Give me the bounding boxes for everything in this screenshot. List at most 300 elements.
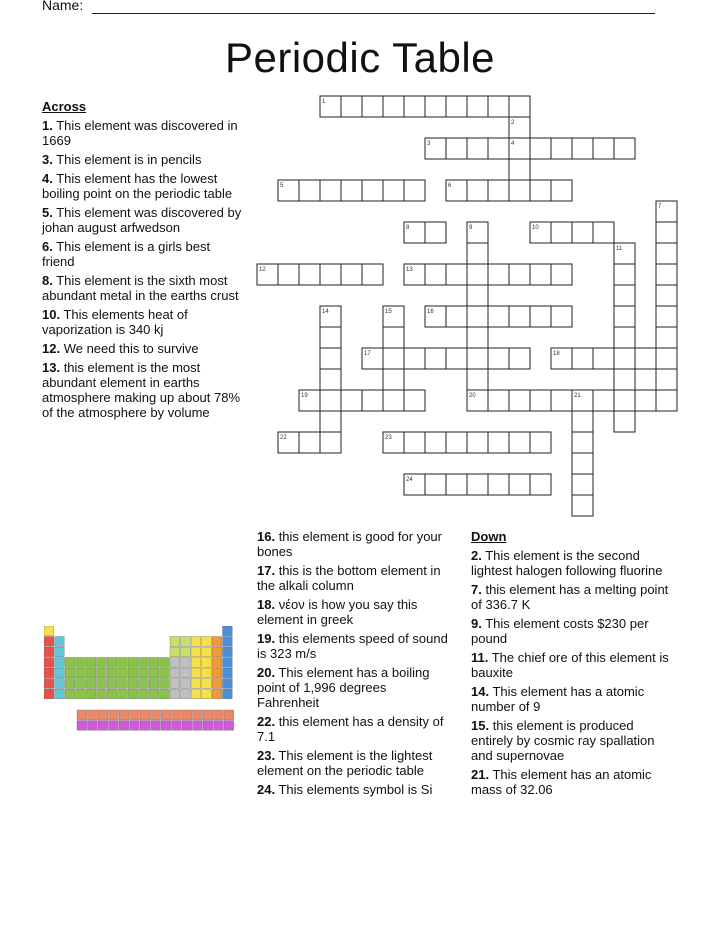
clue-item [257, 665, 452, 710]
grid-cell[interactable] [467, 432, 488, 453]
grid-cell[interactable] [530, 390, 551, 411]
grid-cell[interactable] [467, 285, 488, 306]
element-cell [223, 637, 233, 647]
element-cell [160, 689, 170, 699]
clue-item [257, 563, 452, 593]
actinide-cell [109, 721, 119, 731]
clue-text: This element has an atomic mass of 32.06 [471, 767, 652, 797]
element-cell [170, 668, 180, 678]
element-cell [181, 689, 191, 699]
clue-text: This element was discovered in 1669 [42, 118, 238, 148]
element-cell [44, 679, 54, 689]
element-cell [223, 647, 233, 657]
grid-cell[interactable] [572, 432, 593, 453]
grid-clue-number: 15 [385, 309, 392, 315]
clue-number: 8. [42, 273, 53, 288]
grid-cell[interactable] [341, 180, 362, 201]
clue-text: This element is the lightest element on the periodic table [257, 748, 433, 778]
element-cell [139, 658, 149, 668]
grid-cell[interactable] [341, 390, 362, 411]
grid-cell[interactable] [488, 180, 509, 201]
grid-cell[interactable] [299, 432, 320, 453]
grid-cell[interactable] [467, 138, 488, 159]
clue-item [257, 597, 452, 627]
element-cell [55, 668, 65, 678]
grid-cell[interactable] [467, 243, 488, 264]
grid-clue-number: 16 [427, 309, 434, 315]
clue-number: 20. [257, 665, 276, 680]
clue-text: this element is good for your bones [257, 529, 442, 559]
element-cell [202, 658, 212, 668]
clue-text: This element is in pencils [52, 152, 202, 167]
clue-item [257, 782, 452, 797]
grid-cell[interactable] [467, 474, 488, 495]
clue-item [471, 582, 671, 612]
grid-cell[interactable] [446, 306, 467, 327]
grid-clue-number: 4 [511, 141, 515, 147]
grid-cell[interactable] [425, 96, 446, 117]
clue-number: 4. [42, 171, 53, 186]
clue-item [42, 360, 242, 420]
element-cell [65, 679, 75, 689]
grid-cell[interactable] [614, 138, 635, 159]
grid-cell[interactable] [572, 453, 593, 474]
element-cell [55, 689, 65, 699]
element-cell [128, 658, 138, 668]
name-label: Name: [42, 0, 84, 13]
clue-item [42, 118, 242, 148]
grid-cell[interactable] [467, 369, 488, 390]
grid-cell[interactable] [320, 348, 341, 369]
grid-cell[interactable] [656, 327, 677, 348]
element-cell [97, 689, 107, 699]
element-cell [181, 679, 191, 689]
element-cell [139, 679, 149, 689]
grid-cell[interactable] [320, 432, 341, 453]
grid-cell[interactable] [530, 306, 551, 327]
grid-clue-number: 10 [532, 225, 539, 231]
grid-cell[interactable] [593, 348, 614, 369]
element-cell [191, 658, 201, 668]
grid-clue-number: 5 [280, 183, 284, 189]
element-cell [170, 637, 180, 647]
clue-item [42, 239, 242, 269]
clue-text: This element is the sixth most abundant metal in the earths crust [42, 273, 239, 303]
element-cell [44, 658, 54, 668]
grid-cell[interactable] [572, 348, 593, 369]
clue-item [471, 684, 671, 714]
lanthanide-cell [130, 710, 140, 720]
element-cell [191, 668, 201, 678]
grid-cell[interactable] [614, 264, 635, 285]
grid-cell[interactable] [488, 264, 509, 285]
grid-cell[interactable] [383, 390, 404, 411]
element-cell [223, 679, 233, 689]
element-cell [76, 658, 86, 668]
grid-cell[interactable] [467, 264, 488, 285]
element-cell [160, 679, 170, 689]
grid-cell[interactable] [593, 390, 614, 411]
element-cell [212, 647, 222, 657]
grid-cell[interactable] [404, 96, 425, 117]
element-cell [118, 679, 128, 689]
clue-item [42, 152, 242, 167]
element-cell [65, 658, 75, 668]
grid-cell[interactable] [446, 96, 467, 117]
grid-cell[interactable] [488, 96, 509, 117]
grid-cell[interactable] [614, 285, 635, 306]
grid-cell[interactable] [467, 306, 488, 327]
grid-cell[interactable] [425, 432, 446, 453]
element-cell [202, 679, 212, 689]
grid-cell[interactable] [635, 390, 656, 411]
element-cell [86, 658, 96, 668]
element-cell [76, 668, 86, 678]
grid-cell[interactable] [614, 348, 635, 369]
clue-number: 11. [471, 650, 489, 665]
grid-cell[interactable] [488, 348, 509, 369]
actinide-cell [119, 721, 129, 731]
element-cell [76, 689, 86, 699]
clue-item [471, 650, 671, 680]
grid-clue-number: 9 [469, 225, 473, 231]
grid-cell[interactable] [530, 138, 551, 159]
element-cell [223, 658, 233, 668]
grid-cell[interactable] [530, 432, 551, 453]
element-cell [86, 679, 96, 689]
clue-number: 3. [42, 152, 53, 167]
grid-cell[interactable] [572, 495, 593, 516]
clue-number: 13. [42, 360, 61, 375]
clue-item [257, 529, 452, 559]
grid-cell[interactable] [656, 285, 677, 306]
grid-cell[interactable] [572, 474, 593, 495]
element-cell [223, 626, 233, 636]
clue-item [42, 171, 242, 201]
clue-text: This element is the second lightest halogen following fluorine [471, 548, 663, 578]
grid-cell[interactable] [551, 264, 572, 285]
clue-number: 21. [471, 767, 490, 782]
element-cell [76, 679, 86, 689]
grid-cell[interactable] [551, 138, 572, 159]
element-cell [107, 658, 117, 668]
grid-clue-number: 20 [469, 393, 476, 399]
grid-clue-number: 21 [574, 393, 581, 399]
grid-cell[interactable] [551, 180, 572, 201]
element-cell [118, 668, 128, 678]
grid-clue-number: 11 [616, 246, 623, 252]
grid-cell[interactable] [530, 474, 551, 495]
clue-number: 1. [42, 118, 53, 133]
grid-cell[interactable] [509, 159, 530, 180]
grid-cell[interactable] [404, 432, 425, 453]
element-cell [55, 658, 65, 668]
element-cell [149, 658, 159, 668]
grid-clue-number: 17 [364, 351, 371, 357]
element-cell [149, 679, 159, 689]
grid-cell[interactable] [362, 390, 383, 411]
grid-cell[interactable] [341, 264, 362, 285]
element-cell [202, 637, 212, 647]
element-cell [65, 668, 75, 678]
grid-cell[interactable] [551, 222, 572, 243]
clue-text: We need this to survive [60, 341, 199, 356]
element-cell [86, 689, 96, 699]
clue-item [42, 273, 242, 303]
actinide-cell [88, 721, 98, 731]
clue-number: 14. [471, 684, 490, 699]
grid-clue-number: 12 [259, 267, 266, 273]
lanthanide-cell [203, 710, 213, 720]
lanthanide-cell [193, 710, 203, 720]
clue-text: this elements speed of sound is 323 m/s [257, 631, 448, 661]
grid-cell[interactable] [467, 96, 488, 117]
element-cell [55, 637, 65, 647]
element-cell [202, 668, 212, 678]
clue-number: 23. [257, 748, 276, 763]
element-cell [181, 637, 191, 647]
actinide-cell [130, 721, 140, 731]
grid-cell[interactable] [509, 348, 530, 369]
grid-cell[interactable] [509, 432, 530, 453]
grid-clue-number: 7 [658, 204, 662, 210]
clue-text: The chief ore of this element is bauxite [471, 650, 669, 680]
element-cell [181, 658, 191, 668]
grid-cell[interactable] [488, 138, 509, 159]
grid-cell[interactable] [467, 327, 488, 348]
lanthanide-cell [98, 710, 108, 720]
grid-clue-number: 2 [511, 120, 515, 126]
grid-cell[interactable] [320, 369, 341, 390]
grid-clue-number: 14 [322, 309, 329, 315]
clue-text: This element costs $230 per pound [471, 616, 649, 646]
grid-cell[interactable] [656, 348, 677, 369]
grid-cell[interactable] [446, 474, 467, 495]
clue-text: this element has a density of 7.1 [257, 714, 444, 744]
clue-number: 7. [471, 582, 482, 597]
grid-cell[interactable] [614, 306, 635, 327]
clue-number: 12. [42, 341, 61, 356]
grid-clue-number: 3 [427, 141, 431, 147]
lanthanide-cell [88, 710, 98, 720]
element-cell [44, 626, 54, 636]
clue-text: This element has a boiling point of 1,996 degrees Fahrenheit [257, 665, 430, 710]
lanthanide-cell [214, 710, 224, 720]
grid-cell[interactable] [656, 243, 677, 264]
periodic-table-graphic [44, 626, 244, 736]
grid-cell[interactable] [383, 369, 404, 390]
element-cell [139, 668, 149, 678]
element-cell [139, 689, 149, 699]
lanthanide-cell [119, 710, 129, 720]
grid-cell[interactable] [404, 180, 425, 201]
grid-cell[interactable] [656, 369, 677, 390]
grid-cell[interactable] [383, 96, 404, 117]
actinide-cell [172, 721, 182, 731]
grid-cell[interactable] [446, 138, 467, 159]
grid-cell[interactable] [509, 390, 530, 411]
grid-cell[interactable] [299, 264, 320, 285]
clue-text: νέον is how you say this element in greek [257, 597, 418, 627]
grid-cell[interactable] [362, 96, 383, 117]
grid-cell[interactable] [383, 348, 404, 369]
element-cell [107, 689, 117, 699]
actinide-cell [77, 721, 87, 731]
grid-cell[interactable] [278, 264, 299, 285]
grid-cell[interactable] [551, 306, 572, 327]
lanthanide-cell [172, 710, 182, 720]
grid-cell[interactable] [383, 327, 404, 348]
clue-text: this element has a melting point of 336.7 K [471, 582, 669, 612]
clue-item [42, 307, 242, 337]
grid-cell[interactable] [320, 264, 341, 285]
clue-number: 22. [257, 714, 276, 729]
grid-cell[interactable] [320, 327, 341, 348]
clue-text: this element is produced entirely by cosmic ray spallation and supernovae [471, 718, 655, 763]
clue-text: This elements heat of vaporization is 340 kj [42, 307, 188, 337]
element-cell [97, 679, 107, 689]
grid-cell[interactable] [509, 306, 530, 327]
element-cell [223, 689, 233, 699]
grid-cell[interactable] [425, 474, 446, 495]
clue-item [471, 548, 671, 578]
grid-cell[interactable] [362, 264, 383, 285]
grid-cell[interactable] [551, 390, 572, 411]
grid-cell[interactable] [635, 348, 656, 369]
grid-cell[interactable] [656, 222, 677, 243]
grid-cell[interactable] [530, 264, 551, 285]
lanthanide-cell [182, 710, 192, 720]
grid-cell[interactable] [614, 411, 635, 432]
element-cell [202, 689, 212, 699]
grid-cell[interactable] [614, 369, 635, 390]
element-cell [181, 668, 191, 678]
grid-cell[interactable] [509, 474, 530, 495]
element-cell [160, 668, 170, 678]
element-cell [128, 689, 138, 699]
grid-cell[interactable] [614, 390, 635, 411]
lanthanide-cell [77, 710, 87, 720]
grid-cell[interactable] [404, 348, 425, 369]
element-cell [170, 647, 180, 657]
grid-cell[interactable] [467, 180, 488, 201]
grid-clue-number: 22 [280, 435, 287, 441]
element-cell [212, 668, 222, 678]
grid-cell[interactable] [446, 432, 467, 453]
grid-cell[interactable] [320, 390, 341, 411]
grid-cell[interactable] [572, 411, 593, 432]
grid-cell[interactable] [614, 327, 635, 348]
clue-number: 9. [471, 616, 482, 631]
grid-cell[interactable] [425, 222, 446, 243]
clue-item [257, 631, 452, 661]
grid-cell[interactable] [320, 180, 341, 201]
element-cell [44, 637, 54, 647]
grid-cell[interactable] [446, 264, 467, 285]
grid-cell[interactable] [299, 180, 320, 201]
element-cell [149, 689, 159, 699]
clue-number: 15. [471, 718, 490, 733]
actinide-cell [203, 721, 213, 731]
grid-cell[interactable] [488, 390, 509, 411]
lanthanide-cell [151, 710, 161, 720]
element-cell [97, 658, 107, 668]
grid-clue-number: 13 [406, 267, 413, 273]
clue-item [257, 748, 452, 778]
element-cell [170, 658, 180, 668]
grid-cell[interactable] [446, 348, 467, 369]
across-heading: Across [42, 99, 87, 114]
grid-cell[interactable] [593, 138, 614, 159]
actinide-cell [98, 721, 108, 731]
element-cell [191, 689, 201, 699]
clue-number: 2. [471, 548, 482, 563]
element-cell [212, 658, 222, 668]
grid-cell[interactable] [488, 432, 509, 453]
clue-number: 6. [42, 239, 53, 254]
element-cell [160, 658, 170, 668]
clue-number: 24. [257, 782, 276, 797]
grid-cell[interactable] [572, 222, 593, 243]
element-cell [128, 679, 138, 689]
grid-cell[interactable] [320, 411, 341, 432]
grid-cell[interactable] [656, 390, 677, 411]
grid-cell[interactable] [425, 348, 446, 369]
element-cell [44, 668, 54, 678]
element-cell [118, 658, 128, 668]
grid-cell[interactable] [572, 138, 593, 159]
grid-cell[interactable] [509, 264, 530, 285]
element-cell [212, 637, 222, 647]
element-cell [107, 679, 117, 689]
lanthanide-cell [140, 710, 150, 720]
clue-item [471, 616, 671, 646]
page-title: Periodic Table [224, 34, 496, 81]
grid-cell[interactable] [509, 180, 530, 201]
grid-cell[interactable] [362, 180, 383, 201]
across-clues-col2 [257, 529, 452, 801]
grid-cell[interactable] [530, 180, 551, 201]
element-cell [212, 679, 222, 689]
clue-item [42, 341, 242, 356]
clue-item [257, 714, 452, 744]
actinide-cell [161, 721, 171, 731]
element-cell [65, 689, 75, 699]
element-cell [86, 668, 96, 678]
grid-cell[interactable] [509, 96, 530, 117]
grid-cell[interactable] [425, 264, 446, 285]
grid-cell[interactable] [467, 348, 488, 369]
actinide-cell [182, 721, 192, 731]
element-cell [212, 689, 222, 699]
element-cell [55, 647, 65, 657]
grid-cell[interactable] [656, 306, 677, 327]
element-cell [118, 689, 128, 699]
across-clues-col1 [42, 99, 242, 424]
grid-cell[interactable] [341, 96, 362, 117]
grid-cell[interactable] [656, 264, 677, 285]
grid-cell[interactable] [383, 180, 404, 201]
grid-cell[interactable] [488, 474, 509, 495]
element-cell [107, 668, 117, 678]
grid-cell[interactable] [488, 306, 509, 327]
grid-clue-number: 8 [406, 225, 410, 231]
grid-cell[interactable] [593, 222, 614, 243]
grid-cell[interactable] [404, 390, 425, 411]
clue-text: This element has a atomic number of 9 [471, 684, 645, 714]
clue-number: 10. [42, 307, 61, 322]
clue-text: this element is the most abundant element in earths atmosphere making up about 78% of the atmosphere by volume [42, 360, 241, 420]
